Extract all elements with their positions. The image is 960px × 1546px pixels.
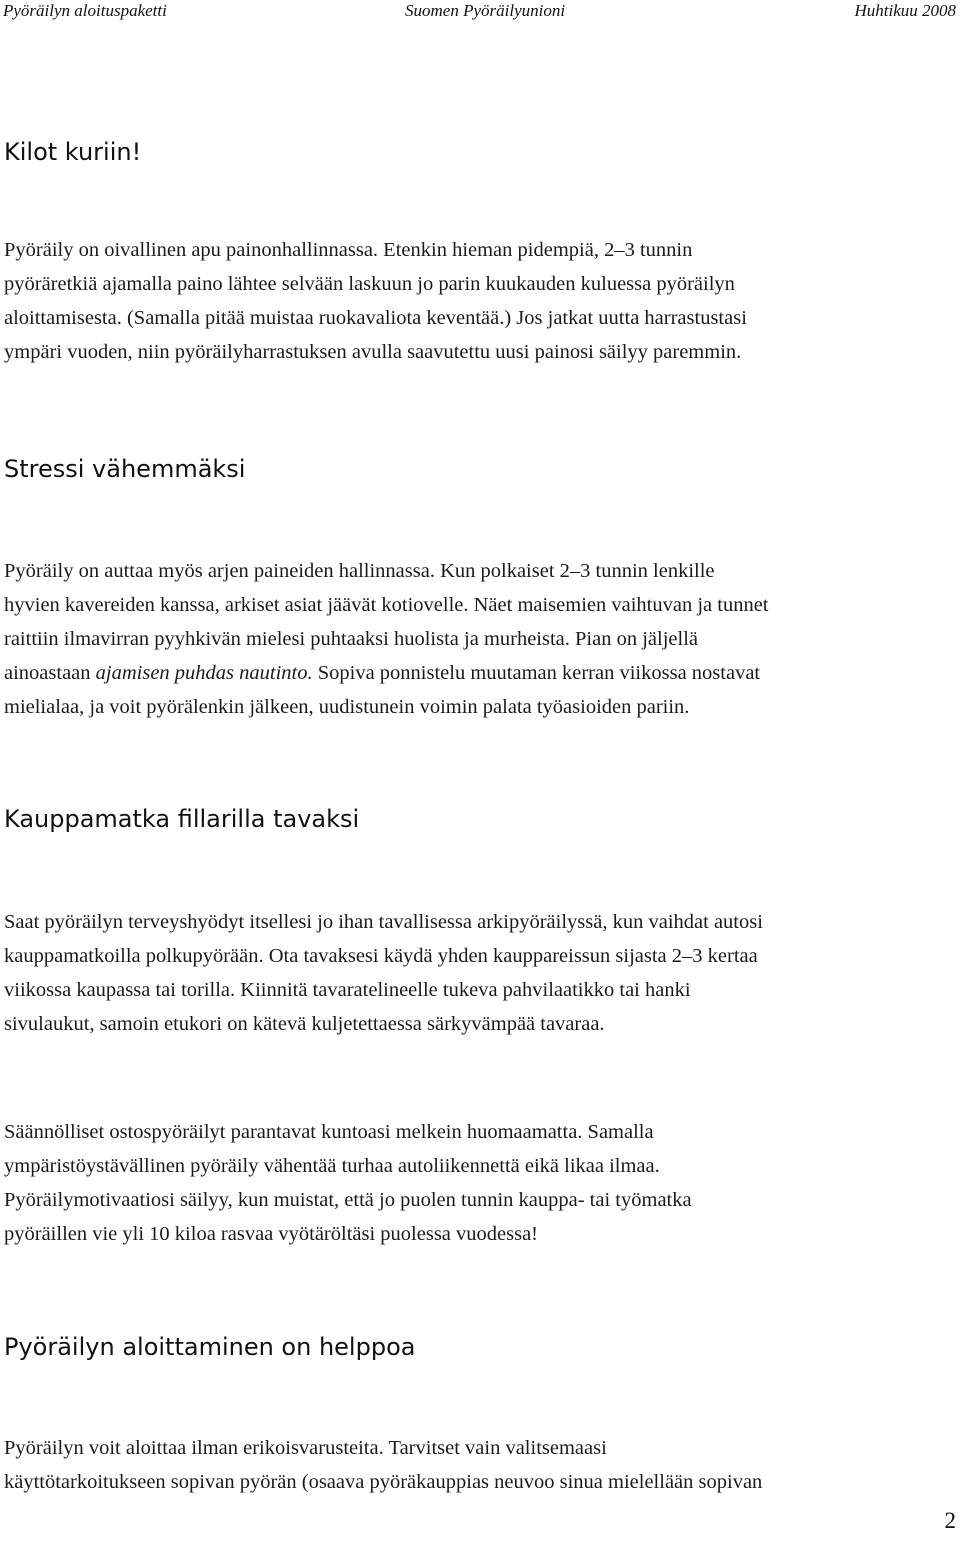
- heading-kilot-kuriin: Kilot kuriin!: [4, 138, 142, 166]
- text-line: sivulaukut, samoin etukori on kätevä kuljetettaessa särkyvämpää tavaraa.: [4, 1013, 605, 1035]
- text-line: kauppamatkoilla polkupyörään. Ota tavaksesi käydä yhden kauppareissun sijasta 2–3 kertaa: [4, 945, 758, 967]
- paragraph-stress-relief: [4, 554, 954, 724]
- text-line: viikossa kaupassa tai torilla. Kiinnitä tavaratelineelle tukeva pahvilaatikko tai hanki: [4, 979, 691, 1001]
- text-line: Pyöräilymotivaatiosi säilyy, kun muistat, että jo puolen tunnin kauppa- tai työmatka: [4, 1189, 692, 1211]
- page-number: 2: [944, 1508, 956, 1533]
- text-segment: ainoastaan: [4, 662, 96, 684]
- text-line: pyöräillen vie yli 10 kiloa rasvaa vyötäröltäsi puolessa vuodessa!: [4, 1223, 539, 1245]
- text-line: Pyöräily on oivallinen apu painonhallinnassa. Etenkin hieman pidempiä, 2–3 tunnin: [4, 239, 693, 261]
- header-organization: Suomen Pyöräilyunioni: [405, 1, 566, 20]
- heading-aloittaminen: Pyöräilyn aloittaminen on helppoa: [4, 1333, 416, 1361]
- text-line: käyttötarkoitukseen sopivan pyörän (osaava pyöräkauppias neuvoo sinua mielellään sopivan: [4, 1471, 763, 1493]
- paragraph-shopping-trips: [4, 905, 954, 1041]
- text-line: raittiin ilmavirran pyyhkivän mielesi puhtaaksi huolista ja murheista. Pian on jäljellä: [4, 628, 698, 650]
- text-line: Pyöräily on auttaa myös arjen paineiden hallinnassa. Kun polkaiset 2–3 tunnin lenkille: [4, 560, 715, 582]
- paragraph-getting-started: [4, 1431, 954, 1499]
- text-line: Säännölliset ostospyöräilyt parantavat kuntoasi melkein huomaamatta. Samalla: [4, 1121, 654, 1143]
- heading-stressi-vahemmaksi: Stressi vähemmäksi: [4, 455, 246, 483]
- text-line: aloittamisesta. (Samalla pitää muistaa ruokavaliota keventää.) Jos jatkat uutta harrastustasi: [4, 307, 747, 329]
- text-line: hyvien kavereiden kanssa, arkiset asiat jäävät kotiovelle. Näet maisemien vaihtuvan ja tunnet: [4, 594, 769, 616]
- text-line: ympäristöystävällinen pyöräily vähentää turhaa autoliikennettä eikä likaa ilmaa.: [4, 1155, 660, 1177]
- page-header: [0, 0, 960, 28]
- header-date: Huhtikuu 2008: [854, 1, 956, 20]
- header-document-title: Pyöräilyn aloituspaketti: [3, 1, 167, 20]
- emphasis-text: ajamisen puhdas nautinto.: [95, 662, 313, 684]
- text-line: Saat pyöräilyn terveyshyödyt itsellesi jo ihan tavallisessa arkipyöräilyssä, kun vaihdat autosi: [4, 911, 763, 933]
- paragraph-regular-rides: [4, 1115, 954, 1251]
- text-segment: Sopiva ponnistelu muutaman kerran viikossa nostavat: [312, 662, 761, 684]
- paragraph-weight-control: [4, 233, 954, 369]
- text-line: pyöräretkiä ajamalla paino lähtee selvään laskuun jo parin kuukauden kuluessa pyöräilyn: [4, 273, 735, 295]
- heading-kauppamatka: Kauppamatka fillarilla tavaksi: [4, 805, 360, 833]
- text-line-with-emphasis: [4, 656, 954, 690]
- text-line: Pyöräilyn voit aloittaa ilman erikoisvarusteita. Tarvitset vain valitsemaasi: [4, 1437, 607, 1459]
- text-line: ympäri vuoden, niin pyöräilyharrastuksen avulla saavutettu uusi painosi säilyy paremmin.: [4, 341, 742, 363]
- text-line: mielialaa, ja voit pyörälenkin jälkeen, uudistunein voimin palata työasioiden pariin.: [4, 696, 690, 718]
